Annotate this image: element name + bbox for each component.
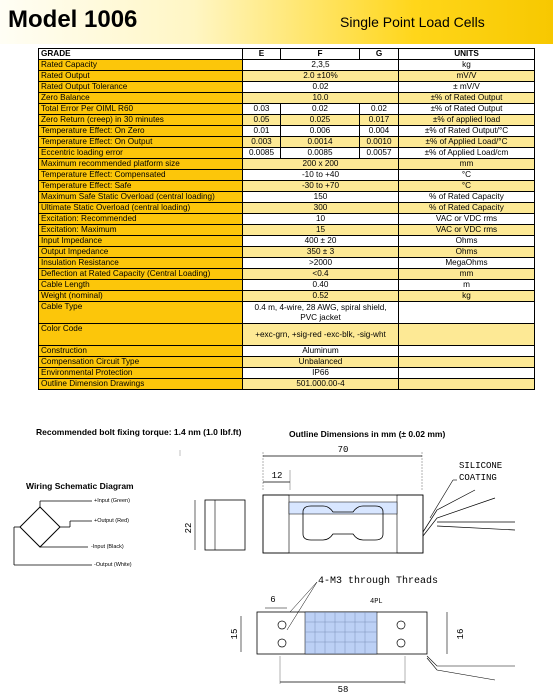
silicone-label-2: COATING — [459, 473, 497, 483]
table-row — [39, 302, 535, 324]
table-row — [39, 379, 535, 390]
grade-g-cell: 0.0010 — [360, 137, 399, 148]
table-row — [39, 324, 535, 346]
table-row — [39, 269, 535, 280]
unit-cell — [399, 368, 535, 379]
table-row — [39, 280, 535, 291]
unit-cell: ±% of Applied Load/°C — [399, 137, 535, 148]
value-cell: 10.0 — [243, 93, 399, 104]
header-units: UNITS — [399, 49, 535, 60]
param-cell: Excitation: Recommended — [39, 214, 243, 225]
four-pl-label: 4PL — [370, 598, 383, 606]
table-row — [39, 181, 535, 192]
grade-f-cell: 0.0014 — [281, 137, 360, 148]
unit-cell: ±% of applied load — [399, 115, 535, 126]
table-row — [39, 159, 535, 170]
param-cell: Outline Dimension Drawings — [39, 379, 243, 390]
param-cell: Color Code — [39, 324, 243, 346]
unit-cell: ±% of Rated Output — [399, 93, 535, 104]
unit-cell: ±% of Rated Output/°C — [399, 126, 535, 137]
table-row — [39, 357, 535, 368]
unit-cell: °C — [399, 181, 535, 192]
wire-label-4: -Output (White) — [94, 562, 132, 568]
value-cell: -10 to +40 — [243, 170, 399, 181]
value-cell: Unbalanced — [243, 357, 399, 368]
dim-58-label: 58 — [337, 685, 349, 695]
unit-cell: m — [399, 280, 535, 291]
param-cell: Temperature Effect: On Zero — [39, 126, 243, 137]
param-cell: Output Impedance — [39, 247, 243, 258]
table-row — [39, 115, 535, 126]
param-cell: Temperature Effect: On Output — [39, 137, 243, 148]
unit-cell — [399, 357, 535, 368]
table-row — [39, 236, 535, 247]
grade-e-cell: 0.03 — [243, 104, 281, 115]
table-row — [39, 137, 535, 148]
grade-e-cell: 0.05 — [243, 115, 281, 126]
bolt-torque-note: Recommended bolt fixing torque: 1.4 nm (1.0 lbf.ft) — [36, 427, 242, 437]
unit-cell: % of Rated Capacity — [399, 203, 535, 214]
dim-70-label: 70 — [337, 445, 349, 455]
value-cell: 0.02 — [243, 82, 399, 93]
dim-22-label: 22 — [184, 522, 194, 534]
table-row — [39, 225, 535, 236]
grade-g-cell: 0.004 — [360, 126, 399, 137]
value-cell: 2,3,5 — [243, 60, 399, 71]
unit-cell: ±% of Applied Load/cm — [399, 148, 535, 159]
value-cell: 0.4 m, 4-wire, 28 AWG, spiral shield, PVC jacket — [243, 302, 399, 324]
value-cell: Aluminum — [243, 346, 399, 357]
param-cell: Maximum Safe Static Overload (central loading) — [39, 192, 243, 203]
param-cell: Construction — [39, 346, 243, 357]
value-cell: 400 ± 20 — [243, 236, 399, 247]
param-cell: Compensation Circuit Type — [39, 357, 243, 368]
table-row — [39, 258, 535, 269]
grade-g-cell: 0.017 — [360, 115, 399, 126]
value-cell: 0.40 — [243, 280, 399, 291]
grade-f-cell: 0.025 — [281, 115, 360, 126]
value-cell: -30 to +70 — [243, 181, 399, 192]
param-cell: Maximum recommended platform size — [39, 159, 243, 170]
model-title: Model 1006 — [8, 6, 138, 33]
table-row — [39, 346, 535, 357]
grade-e-cell: 0.01 — [243, 126, 281, 137]
value-cell: 15 — [243, 225, 399, 236]
param-cell: Insulation Resistance — [39, 258, 243, 269]
dim-12-label: 12 — [271, 471, 283, 481]
value-cell: 350 ± 3 — [243, 247, 399, 258]
wiring-diagram-title: Wiring Schematic Diagram — [26, 481, 134, 491]
table-row — [39, 291, 535, 302]
grade-f-cell: 0.006 — [281, 126, 360, 137]
table-row — [39, 203, 535, 214]
unit-cell: Ohms — [399, 236, 535, 247]
value-cell: 2.0 ±10% — [243, 71, 399, 82]
spec-table — [38, 48, 535, 390]
spec-header-row — [39, 49, 535, 60]
param-cell: Environmental Protection — [39, 368, 243, 379]
table-row — [39, 214, 535, 225]
dim-6-label: 6 — [270, 595, 276, 605]
wire-label-2: +Output (Red) — [94, 518, 130, 524]
value-cell: >2000 — [243, 258, 399, 269]
param-cell: Zero Balance — [39, 93, 243, 104]
unit-cell — [399, 346, 535, 357]
grade-g-cell: 0.0057 — [360, 148, 399, 159]
value-cell: <0.4 — [243, 269, 399, 280]
silicone-label-1: SILICONE — [459, 461, 503, 471]
table-row — [39, 148, 535, 159]
param-cell: Input Impedance — [39, 236, 243, 247]
value-cell: IP66 — [243, 368, 399, 379]
value-cell: +exc-grn, +sig-red -exc-blk, -sig-wht — [243, 324, 399, 346]
grade-e-cell: 0.003 — [243, 137, 281, 148]
header-grade: GRADE — [39, 49, 243, 60]
unit-cell — [399, 302, 535, 324]
param-cell: Rated Output Tolerance — [39, 82, 243, 93]
param-cell: Zero Return (creep) in 30 minutes — [39, 115, 243, 126]
unit-cell: VAC or VDC rms — [399, 214, 535, 225]
value-cell: 0.52 — [243, 291, 399, 302]
table-row — [39, 104, 535, 115]
param-cell: Ultimate Static Overload (central loading) — [39, 203, 243, 214]
value-cell: 501.000.00-4 — [243, 379, 399, 390]
unit-cell: mm — [399, 269, 535, 280]
wire-label-3: -Input (Black) — [91, 544, 124, 550]
unit-cell: VAC or VDC rms — [399, 225, 535, 236]
unit-cell: ± mV/V — [399, 82, 535, 93]
unit-cell: mV/V — [399, 71, 535, 82]
unit-cell: °C — [399, 170, 535, 181]
param-cell: Eccentric loading error — [39, 148, 243, 159]
outline-drawing — [175, 440, 553, 698]
header-e: E — [243, 49, 281, 60]
threads-label: 4-M3 through Threads — [318, 576, 439, 587]
param-cell: Excitation: Maximum — [39, 225, 243, 236]
grade-f-cell: 0.0085 — [281, 148, 360, 159]
unit-cell — [399, 324, 535, 346]
unit-cell: ±% of Rated Output — [399, 104, 535, 115]
table-row — [39, 82, 535, 93]
param-cell: Total Error Per OIML R60 — [39, 104, 243, 115]
value-cell: 300 — [243, 203, 399, 214]
wiring-schematic — [0, 495, 175, 575]
table-row — [39, 247, 535, 258]
param-cell: Rated Capacity — [39, 60, 243, 71]
param-cell: Weight (nominal) — [39, 291, 243, 302]
value-cell: 10 — [243, 214, 399, 225]
grade-f-cell: 0.02 — [281, 104, 360, 115]
grade-e-cell: 0.0085 — [243, 148, 281, 159]
dim-15-label: 15 — [230, 628, 240, 640]
value-cell: 150 — [243, 192, 399, 203]
unit-cell — [399, 379, 535, 390]
outline-dimensions-caption: Outline Dimensions in mm (± 0.02 mm) — [289, 429, 446, 439]
unit-cell: mm — [399, 159, 535, 170]
dim-16-label: 16 — [456, 628, 466, 640]
table-row — [39, 71, 535, 82]
product-subtitle: Single Point Load Cells — [340, 14, 485, 30]
header-f: F — [281, 49, 360, 60]
param-cell: Rated Output — [39, 71, 243, 82]
table-row — [39, 60, 535, 71]
table-row — [39, 368, 535, 379]
grade-g-cell: 0.02 — [360, 104, 399, 115]
param-cell: Temperature Effect: Compensated — [39, 170, 243, 181]
value-cell: 200 x 200 — [243, 159, 399, 170]
table-row — [39, 126, 535, 137]
table-row — [39, 93, 535, 104]
param-cell: Temperature Effect: Safe — [39, 181, 243, 192]
unit-cell: MegaOhms — [399, 258, 535, 269]
param-cell: Deflection at Rated Capacity (Central Loading) — [39, 269, 243, 280]
table-row — [39, 192, 535, 203]
unit-cell: kg — [399, 291, 535, 302]
unit-cell: Ohms — [399, 247, 535, 258]
unit-cell: % of Rated Capacity — [399, 192, 535, 203]
wire-label-1: +Input (Green) — [94, 498, 130, 504]
table-row — [39, 170, 535, 181]
param-cell: Cable Length — [39, 280, 243, 291]
page-header — [0, 0, 553, 44]
unit-cell: kg — [399, 60, 535, 71]
param-cell: Cable Type — [39, 302, 243, 324]
header-g: G — [360, 49, 399, 60]
